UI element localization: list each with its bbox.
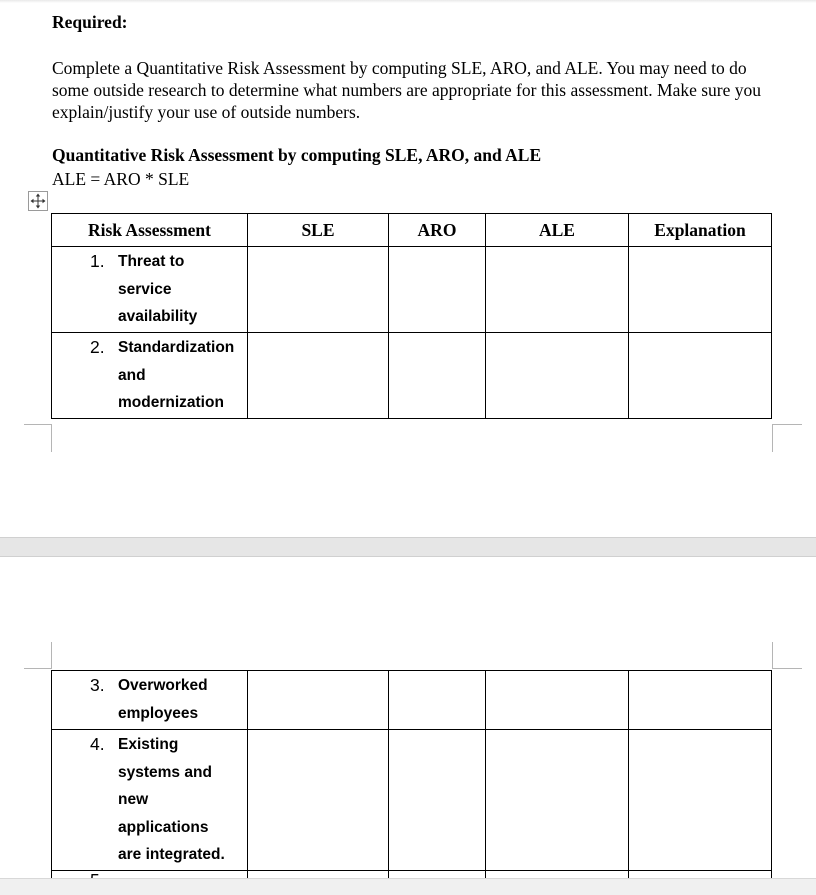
risk-assessment-table [51,213,772,419]
header-explanation: Explanation [629,214,772,247]
risk-text-line: employees [118,704,199,722]
risk-text-line: applications [118,818,209,836]
ale-formula: ALE = ARO * SLE [52,169,190,189]
risk-text-line: new [118,791,149,808]
list-number: 2. [90,337,105,357]
ale-cell[interactable] [486,247,629,333]
list-number: 1. [90,251,105,271]
aro-cell[interactable] [389,671,486,730]
risk-text-line: Overworked [118,677,208,694]
crop-mark-bottom-right [772,424,802,452]
risk-text-line: are integrated. [118,846,225,863]
required-heading: Required: [52,12,128,32]
page-break-gap [0,537,816,557]
viewport-bottom-edge [0,878,816,895]
crop-mark-top-left [24,642,52,669]
page-top-edge [0,0,816,3]
sle-cell[interactable] [248,247,389,333]
table-move-handle[interactable] [28,191,48,211]
crop-mark-top-right [772,642,802,669]
ale-cell[interactable] [486,671,629,730]
list-number: 4. [90,734,105,754]
risk-cell[interactable] [52,730,248,871]
intro-paragraph: Complete a Quantitative Risk Assessment by computing SLE, ARO, and ALE. You may need to do some outside research to determine what numbers are appropriate for this assessment. Make sure you explain/justify your use of outside numbers. [52,58,762,122]
risk-assessment-table-continued [51,670,772,891]
risk-text-line: Standardization [118,339,235,356]
explanation-cell[interactable] [629,333,772,419]
risk-text-line: and [118,366,146,384]
risk-text-line: Existing [118,736,179,753]
table-row [52,247,772,333]
document-page-2 [0,557,816,895]
table-header-row [52,214,772,247]
explanation-cell[interactable] [629,730,772,871]
ale-cell[interactable] [486,333,629,419]
header-risk-assessment: Risk Assessment [52,214,248,247]
crop-mark-bottom-left [24,424,52,452]
assessment-subheading: Quantitative Risk Assessment by computing SLE, ARO, and ALE [52,145,542,165]
risk-text-line: modernization [118,394,224,411]
explanation-cell[interactable] [629,247,772,333]
sle-cell[interactable] [248,730,389,871]
list-number: 3. [90,675,105,695]
table-row [52,730,772,871]
risk-text-line: service [118,280,172,298]
explanation-cell[interactable] [629,671,772,730]
ale-cell[interactable] [486,730,629,871]
header-sle: SLE [248,214,389,247]
aro-cell[interactable] [389,247,486,333]
risk-text-line: Threat to [118,253,185,270]
move-arrows-icon [30,193,46,209]
aro-cell[interactable] [389,333,486,419]
risk-cell[interactable] [52,671,248,730]
sle-cell[interactable] [248,671,389,730]
header-aro: ARO [389,214,486,247]
aro-cell[interactable] [389,730,486,871]
header-ale: ALE [486,214,629,247]
risk-cell[interactable] [52,247,248,333]
sle-cell[interactable] [248,333,389,419]
risk-text-line: systems and [118,763,212,781]
risk-text-line: availability [118,308,198,325]
table-row [52,333,772,419]
table-row [52,671,772,730]
risk-cell[interactable] [52,333,248,419]
